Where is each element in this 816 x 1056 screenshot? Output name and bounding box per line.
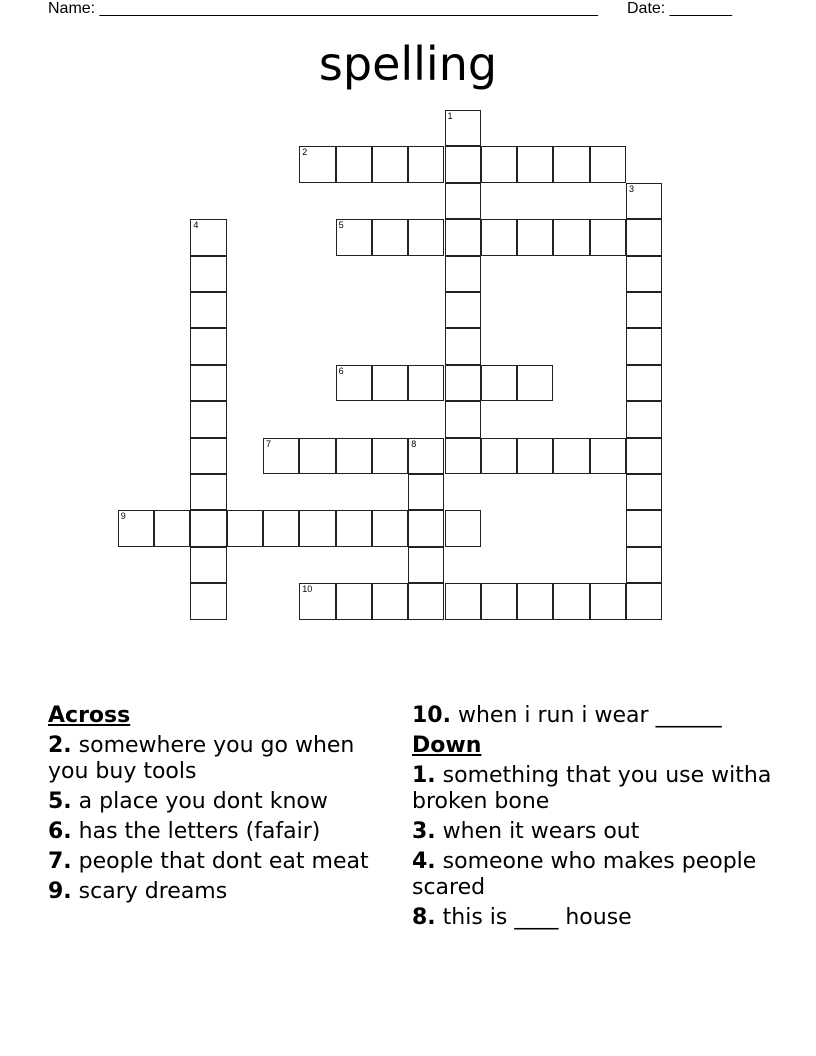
clue-number: 4.: [412, 849, 436, 874]
grid-cell[interactable]: [190, 583, 226, 619]
down-clue: [412, 905, 792, 931]
grid-cell[interactable]: [336, 438, 372, 474]
grid-cell[interactable]: [408, 547, 444, 583]
grid-cell[interactable]: [227, 510, 263, 546]
grid-cell[interactable]: [190, 401, 226, 437]
grid-cell[interactable]: [190, 438, 226, 474]
grid-cell[interactable]: [445, 583, 481, 619]
grid-cell[interactable]: [590, 219, 626, 255]
clue-number: 5.: [48, 789, 72, 814]
grid-cell[interactable]: [481, 438, 517, 474]
grid-cell[interactable]: [626, 292, 662, 328]
clue-number: 1.: [412, 763, 436, 788]
clue-number-label: 10: [302, 584, 313, 595]
across-clue: [48, 879, 388, 905]
grid-cell[interactable]: [445, 110, 481, 146]
clues-column-left: [48, 703, 388, 909]
name-field-label: Name: ________________________________________________________: [48, 0, 598, 17]
grid-cell[interactable]: [626, 183, 662, 219]
grid-cell[interactable]: [263, 438, 299, 474]
grid-cell[interactable]: [626, 510, 662, 546]
grid-cell[interactable]: [517, 438, 553, 474]
clue-number-label: 4: [193, 220, 199, 231]
grid-cell[interactable]: [372, 365, 408, 401]
grid-cell[interactable]: [118, 510, 154, 546]
grid-cell[interactable]: [372, 583, 408, 619]
grid-cell[interactable]: [336, 583, 372, 619]
clue-text: has the letters (fafair): [71, 819, 321, 844]
grid-cell[interactable]: [481, 219, 517, 255]
grid-cell[interactable]: [408, 219, 444, 255]
grid-cell[interactable]: [190, 365, 226, 401]
grid-cell[interactable]: [445, 401, 481, 437]
grid-cell[interactable]: [190, 328, 226, 364]
across-heading: Across: [48, 703, 131, 728]
grid-cell[interactable]: [372, 510, 408, 546]
grid-cell[interactable]: [626, 474, 662, 510]
grid-cell[interactable]: [517, 365, 553, 401]
clue-number-label: 5: [338, 220, 344, 231]
grid-cell[interactable]: [590, 438, 626, 474]
grid-cell[interactable]: [626, 401, 662, 437]
grid-cell[interactable]: [626, 583, 662, 619]
grid-cell[interactable]: [517, 219, 553, 255]
grid-cell[interactable]: [336, 146, 372, 182]
grid-cell[interactable]: [626, 219, 662, 255]
grid-cell[interactable]: [517, 583, 553, 619]
grid-cell[interactable]: [553, 146, 589, 182]
across-clue: [48, 849, 388, 875]
grid-cell[interactable]: [553, 219, 589, 255]
grid-cell[interactable]: [626, 438, 662, 474]
grid-cell[interactable]: [299, 146, 335, 182]
grid-cell[interactable]: [445, 292, 481, 328]
grid-cell[interactable]: [408, 474, 444, 510]
grid-cell[interactable]: [445, 365, 481, 401]
across-clue: [412, 703, 792, 729]
grid-cell[interactable]: [445, 510, 481, 546]
grid-cell[interactable]: [299, 583, 335, 619]
grid-cell[interactable]: [445, 328, 481, 364]
across-clue: [48, 733, 388, 785]
clue-text: a place you dont know: [71, 789, 328, 814]
grid-cell[interactable]: [445, 146, 481, 182]
grid-cell[interactable]: [626, 365, 662, 401]
clue-number-label: 8: [411, 438, 417, 449]
clue-number: 9.: [48, 879, 72, 904]
clue-number-label: 9: [120, 511, 126, 522]
grid-cell[interactable]: [372, 219, 408, 255]
grid-cell[interactable]: [408, 365, 444, 401]
clue-text: this is ____ house: [435, 905, 632, 930]
grid-cell[interactable]: [408, 146, 444, 182]
clue-number: 2.: [48, 733, 72, 758]
grid-cell[interactable]: [190, 219, 226, 255]
clue-number: 3.: [412, 819, 436, 844]
grid-cell[interactable]: [626, 328, 662, 364]
grid-cell[interactable]: [408, 583, 444, 619]
down-heading: Down: [412, 733, 482, 758]
grid-cell[interactable]: [190, 510, 226, 546]
clue-number: 7.: [48, 849, 72, 874]
clue-number-label: 3: [629, 183, 635, 194]
grid-cell[interactable]: [299, 438, 335, 474]
grid-cell[interactable]: [517, 146, 553, 182]
grid-cell[interactable]: [445, 256, 481, 292]
clue-number-label: 1: [447, 111, 453, 121]
grid-cell[interactable]: [190, 547, 226, 583]
grid-cell[interactable]: [154, 510, 190, 546]
clue-number-label: 7: [266, 438, 272, 449]
grid-cell[interactable]: [336, 219, 372, 255]
down-clue: [412, 819, 792, 845]
date-field-label: Date: _______: [627, 0, 732, 17]
grid-cell[interactable]: [626, 547, 662, 583]
grid-cell[interactable]: [481, 365, 517, 401]
clue-number-label: 2: [302, 147, 308, 158]
grid-cell[interactable]: [263, 510, 299, 546]
clue-number-label: 6: [338, 365, 344, 376]
grid-cell[interactable]: [408, 510, 444, 546]
grid-cell[interactable]: [445, 183, 481, 219]
clue-text: something that you use witha broken bone: [412, 763, 772, 814]
grid-cell[interactable]: [626, 256, 662, 292]
grid-cell[interactable]: [190, 256, 226, 292]
clue-text: when it wears out: [435, 819, 640, 844]
grid-cell[interactable]: [445, 219, 481, 255]
grid-cell[interactable]: [190, 474, 226, 510]
grid-cell[interactable]: [336, 510, 372, 546]
grid-cell[interactable]: [372, 146, 408, 182]
clues-column-right: [412, 703, 792, 935]
grid-cell[interactable]: [481, 583, 517, 619]
clue-text: people that dont eat meat: [71, 849, 369, 874]
grid-cell[interactable]: [408, 438, 444, 474]
grid-cell[interactable]: [299, 510, 335, 546]
clue-number: 10.: [412, 703, 451, 728]
page-title: spelling: [318, 37, 498, 91]
grid-cell[interactable]: [190, 292, 226, 328]
grid-cell[interactable]: [553, 583, 589, 619]
grid-cell[interactable]: [481, 146, 517, 182]
grid-cell[interactable]: [372, 438, 408, 474]
grid-cell[interactable]: [553, 438, 589, 474]
grid-cell[interactable]: [590, 146, 626, 182]
grid-cell[interactable]: [336, 365, 372, 401]
clue-number: 6.: [48, 819, 72, 844]
clue-text: when i run i wear ______: [450, 703, 722, 728]
clue-text: somewhere you go when you buy tools: [48, 733, 355, 784]
down-clue: [412, 849, 792, 901]
across-clue: [48, 789, 388, 815]
grid-cell[interactable]: [445, 438, 481, 474]
across-clue: [48, 819, 388, 845]
grid-cell[interactable]: [590, 583, 626, 619]
down-clue: [412, 763, 792, 815]
clue-text: scary dreams: [71, 879, 228, 904]
clue-number: 8.: [412, 905, 436, 930]
clue-text: someone who makes people scared: [412, 849, 757, 900]
